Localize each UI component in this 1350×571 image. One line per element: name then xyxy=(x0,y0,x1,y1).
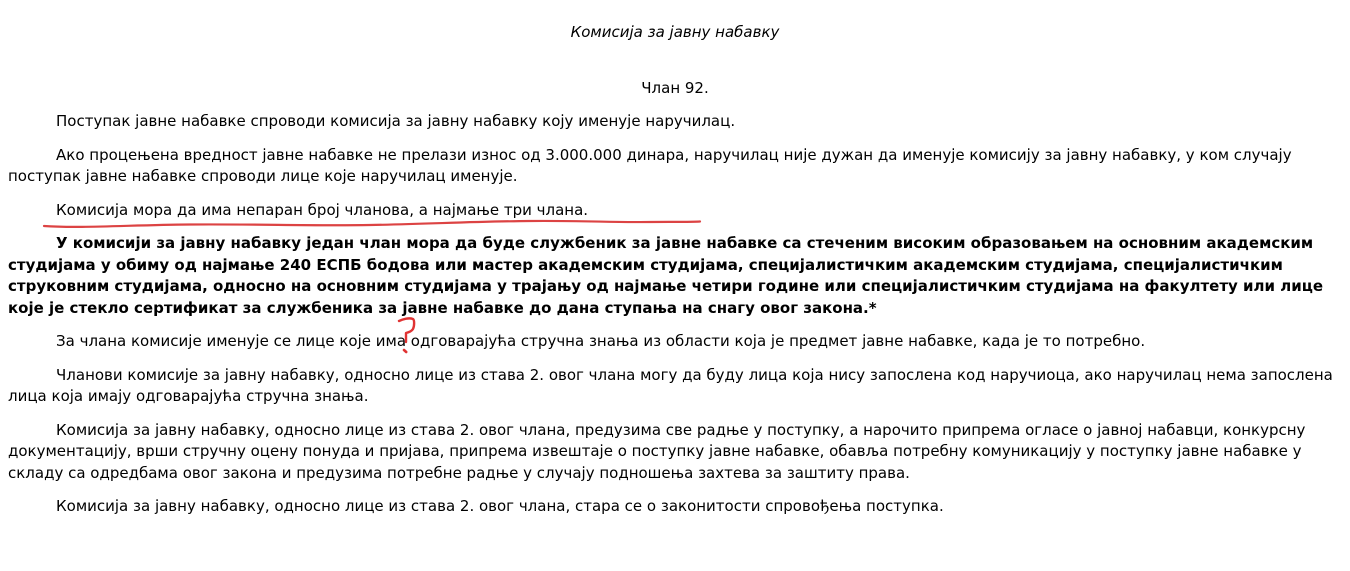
paragraph-4-bold: У комисији за јавну набавку један члан мора да буде службеник за јавне набавке са стеченим високим образовањем на основним академским студијама у обиму од најмање 240 ЕСПБ бодова или мастер академским студијама, специјалистичким академским студијама, специјалистичким струковним студијама, односно на основним студијама у трајању од најмање четири године или специјалистичким студијама на факултету или лице које је стекло сертификат за службеника за јавне набавке до дана ступања на снагу овог закона.* xyxy=(8,234,1324,317)
paragraph-5: За члана комисије именује се лице које има одговарајућа стручна знања из области која је предмет јавне набавке, када је то потребно. xyxy=(56,332,1146,350)
paragraph-7: Комисија за јавну набавку, односно лице из става 2. овог члана, предузима све радње у поступку, а нарочито припрема огласе о јавној набавци, конкурсну документацију, врши стручну оцену понуда и пријава, припрема извештаје о поступку јавне набавке, обавља потребну комуникацију у поступку јавне набавке у складу са одредбама овог закона и предузима потребне радње у случају подношења захтева за заштиту права. xyxy=(8,420,1306,482)
paragraph-3-underlined: Комисија мора да има непаран број чланова, а најмање три члана. xyxy=(56,200,589,219)
paragraph-1: Поступак јавне набавке спроводи комисија за јавну набавку коју именује наручилац. xyxy=(56,112,736,130)
paragraph-2: Ако процењена вредност јавне набавке не прелази износ од 3.000.000 динара, наручилац није дужан да именује комисију за јавну набавку, у ком случају поступак јавне набавке спроводи лице које наручилац именује. xyxy=(8,145,1292,185)
paragraph-8: Комисија за јавну набавку, односно лице из става 2. овог члана, стара се о законитости спровођења поступка. xyxy=(56,497,944,515)
article-heading: Члан 92. xyxy=(641,78,709,97)
document-title: Комисија за јавну набавку xyxy=(570,23,780,41)
paragraph-6: Чланови комисије за јавну набавку, односно лице из става 2. овог члана могу да буду лица која нису запослена код наручиоца, ако наручилац нема запослена лица која имају одговарајућа стручна знања. xyxy=(8,365,1333,405)
